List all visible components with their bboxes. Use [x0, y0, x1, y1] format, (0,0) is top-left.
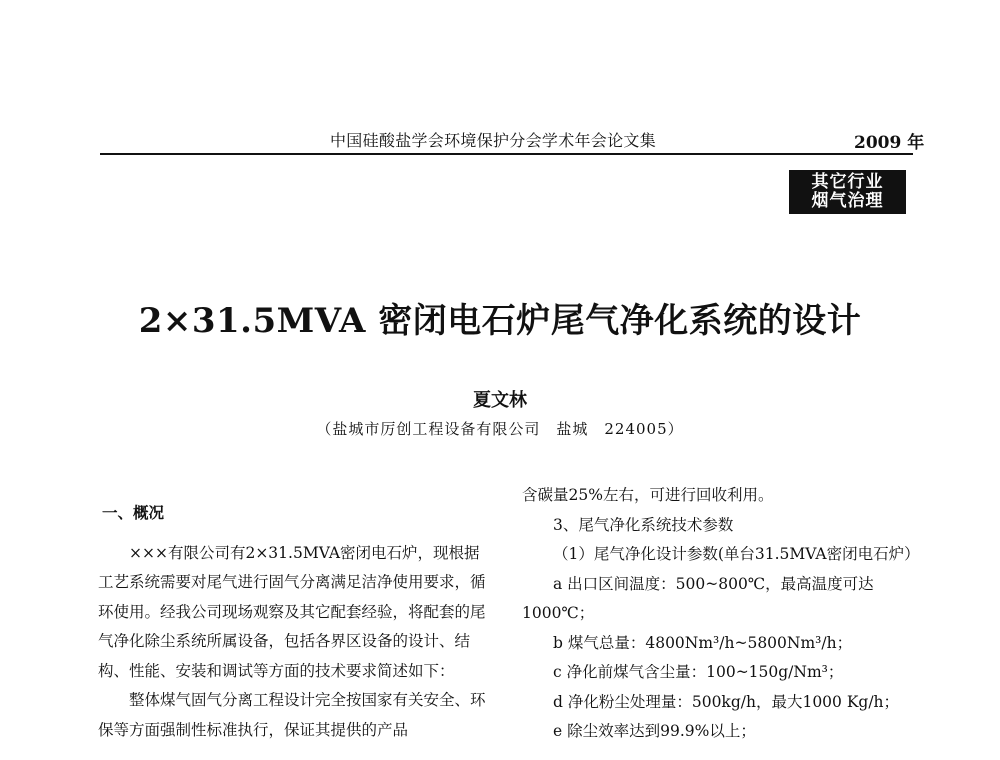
- body-paragraph-1: ×××有限公司有2×31.5MVA密闭电石炉，现根据工艺系统需要对尾气进行固气分离满足洁净使用要求，循环使用。经我公司现场观察及其它配套经验，将配套的尾气净化除尘系统所属设备，包括各界区设备的设计、结构、性能、安装和调试等方面的技术要求简述如下：: [98, 543, 486, 680]
- paper-title: 2×31.5MVA 密闭电石炉尾气净化系统的设计: [138, 301, 862, 341]
- right-column: [522, 481, 922, 747]
- category-tag: [789, 170, 906, 214]
- param-item-c: c 净化前煤气含尘量：100~150g/Nm³；: [553, 663, 844, 681]
- category-tag-line1: 其它行业: [811, 172, 884, 192]
- param-item-b: b 煤气总量：4800Nm³/h~5800Nm³/h；: [553, 633, 853, 652]
- running-header-year: 2009 年: [854, 133, 925, 153]
- paper-author: 夏文林: [473, 390, 527, 411]
- param-item-a: a 出口区间温度：500~800℃，最高温度可达1000℃；: [522, 574, 874, 622]
- param-item-d: d 净化粉尘处理量：500kg/h，最大1000 Kg/h；: [553, 692, 900, 711]
- running-header-journal: 中国硅酸盐学会环境保护分会学术年会论文集: [330, 131, 657, 150]
- left-column: [98, 498, 493, 745]
- body-paragraph-2: 整体煤气固气分离工程设计完全按国家有关安全、环保等方面强制性标准执行，保证其提供的产品: [98, 691, 486, 739]
- section-heading: 一、概况: [102, 503, 165, 522]
- param-item-e: e 除尘效率达到99.9%以上；: [553, 722, 756, 740]
- paper-affiliation: （盐城市厉创工程设备有限公司 盐城 224005）: [316, 420, 684, 438]
- header-rule: [100, 153, 913, 155]
- category-tag-line2: 烟气治理: [811, 191, 884, 211]
- params-heading: （1）尾气净化设计参数(单台31.5MVA密闭电石炉）: [553, 545, 920, 563]
- continuation-text: 含碳量25%左右，可进行回收利用。: [522, 486, 774, 504]
- subsection-heading: 3、尾气净化系统技术参数: [553, 515, 734, 534]
